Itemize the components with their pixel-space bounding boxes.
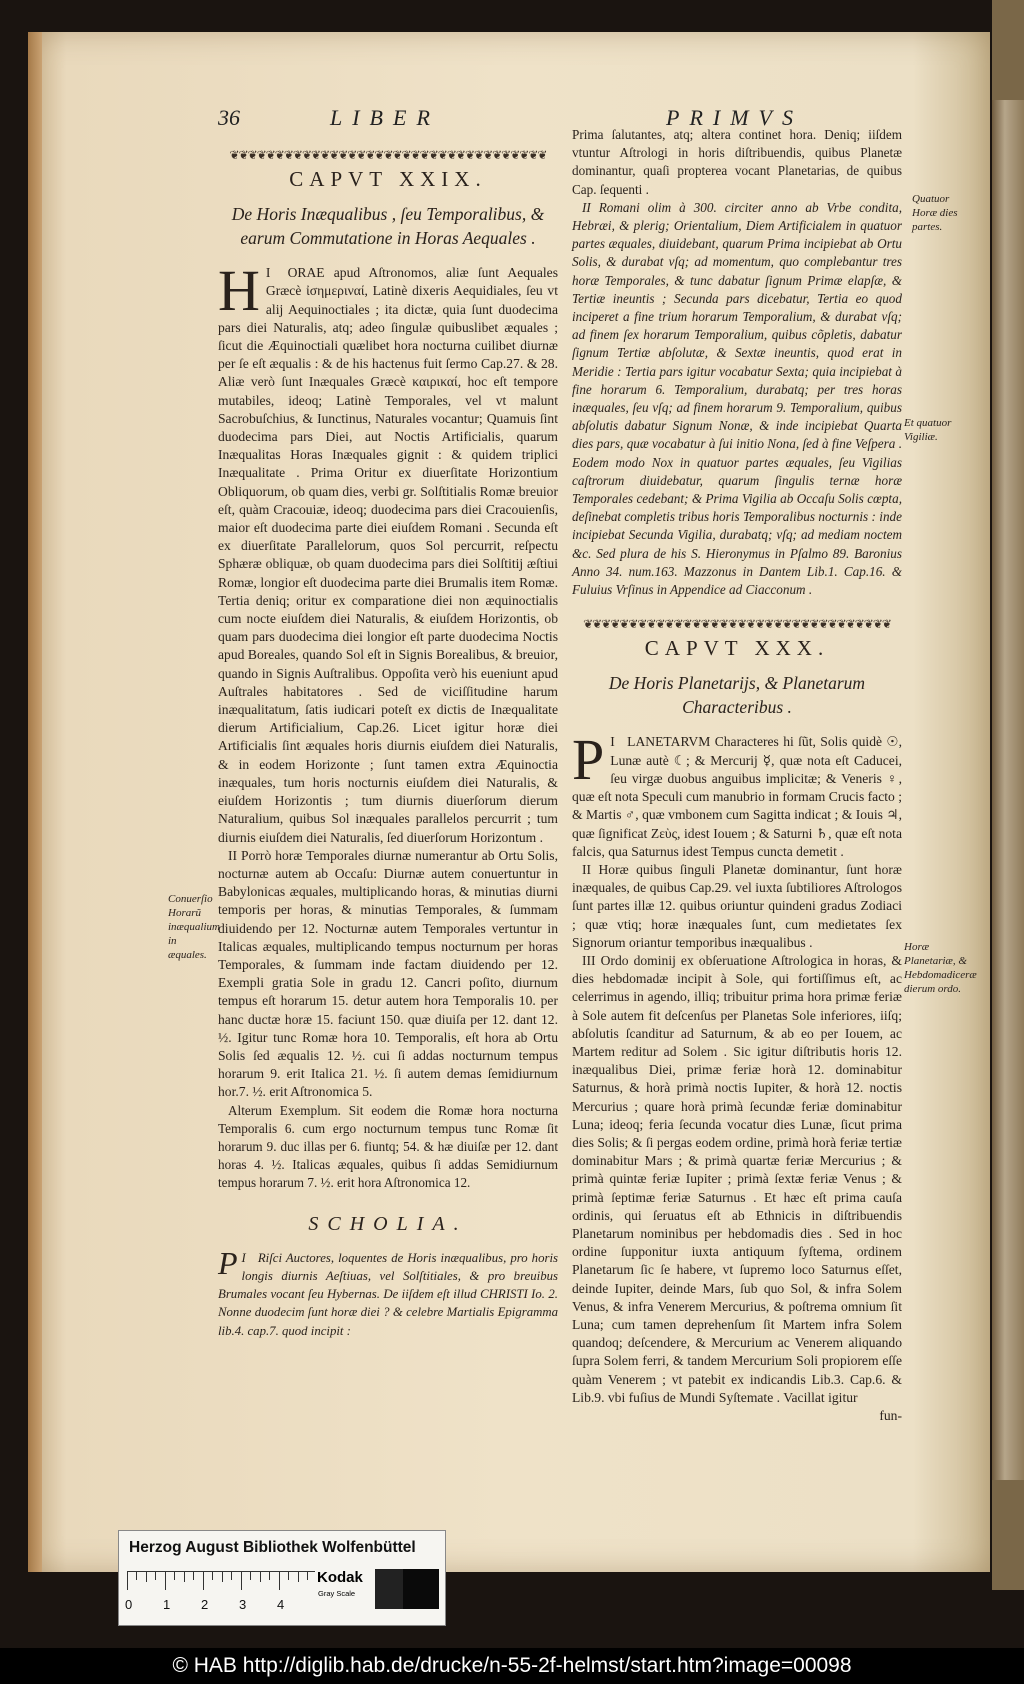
- margin-note-planetary-hours: Horæ Planetariæ, & Hebdomadiceræ dierum ordo.: [904, 941, 977, 995]
- scale-number: 1: [163, 1597, 171, 1612]
- ornament-band: ❦❦❦❦❦❦❦❦❦❦❦❦❦❦❦❦❦❦❦❦❦❦❦❦❦❦❦❦❦❦❦❦❦❦❦: [229, 148, 547, 160]
- paragraph-number: I: [610, 734, 615, 750]
- paragraph-2: II Porrò horæ Temporales diurnæ numerantur ab Ortu Solis, nocturnæ autem ab Occaſu: Diurnæ autem conuertuntur in Babylonicas æquales, multiplicando horas, & minutias diurni temporis per horas, & minutias Temporales, & ſummam diuidendo per 12. Nocturnæ autem Temporales vertuntur in Italicas æquales, multiplicando tempus nocturnum per horas Temporales, & ſummam inde factam diuidendo per 12. Exempli gratia Sole in gradu 12. Cancri poſito, diurnum tempus eſt horarum 15. detur autem hora Temporalis 10. per hanc ductæ horæ 15. faciunt 150. quæ diuiſa per 12. dant 12. ½. Igitur tunc Romæ hora 10. Temporalis, eſt hora ab Ortu Solis ſed æqualis 12. ½. cui ſi addas nocturnum tempus horarum 9. erit Italica 21. ½. ſi autem demas ſemidiurnum hor.7. ½. erit Aſtronomica 5.: [218, 847, 558, 1100]
- chapter-subtitle: De Horis Inæqualibus , ſeu Temporalibus, & earum Commutatione in Horas Aequales .: [231, 204, 545, 249]
- gray-scale-label: Gray Scale: [318, 1589, 356, 1598]
- drop-cap: H: [218, 258, 260, 324]
- kodak-name: Kodak: [317, 1569, 363, 1586]
- gray-patch-black: [403, 1569, 439, 1609]
- page-gutter: [28, 32, 42, 1572]
- left-column: [218, 136, 558, 1340]
- paragraph-1: [218, 258, 558, 847]
- library-color-card: [118, 1530, 446, 1626]
- ornament-band: ❦❦❦❦❦❦❦❦❦❦❦❦❦❦❦❦❦❦❦❦❦❦❦❦❦❦❦❦❦❦❦❦❦❦: [583, 617, 891, 630]
- scale-number: 2: [201, 1597, 209, 1612]
- paragraph-b: II Romani olim à 300. circiter anno ab Vrbe condita, Hebræi, & plerig; Orientalium, Diem Artificialem in quatuor partes æquales, diuidebant, quarum Prima incipiebat ab Ortu Solis, & durabat vſq; ad momentum, quo complebantur tres horæ Temporales, & tunc dabatur ſignum Primæ elapſæ, & Tertiæ ineuntis ; Secunda pars dicebatur, Tertia eo quod inciperet a fine trium horarum Temporalium, & durabat vſq; ad finem ſex horarum Temporalium, quibus cõpletis, dabatur ſignum Tertiæ abſolutæ, & Sextæ ineuntis, quod erat in Meridie : Tertia pars igitur vocabatur Sexta; quia incipiebat à fine horarum 6. Temporalium, durabatq; per tres horas inæquales, ſeu vſq; ad finem horarum 9. Temporalium, quibus abſolutis dabatur Signum Nonæ, & inde incipiebat Quarta dies pars, quæ vocabatur à ſui initio Nona, ſed à fine Veſpera . Eodem modo Nox in quatuor partes æquales, ſeu Vigilias caſtrorum diuidebatur, quarum ſingulis ternæ horæ Temporales cedebant; & Prima Vigilia ab Occaſu Solis cœpta, deſinebat completis tribus horis Temporalibus nocturnis : inde incipiebat Secunda Vigilia, durabatq; vſq; ad mediam noctem &c. Sed plura de his S. Hieronymus in Pſalmo 89. Baronius Anno 34. num.163. Mazzonus in Dantem Lib.1. Cap.16. & Fuluius Vrſinus in Appendice ad Ciacconum .: [572, 199, 902, 598]
- paragraph-2: II Horæ quibus ſinguli Planetæ dominantur, ſunt horæ inæquales, de quibus Cap.29. vel iuxta ſubtiliores Aſtrologos ſunt partes illæ 12. quibus oriuntur quindeni gradus Zodiaci ; quæ vtiq; horæ inæquales ſunt, cum medietates ſex Signorum oriantur temporibus inæqualibus .: [572, 861, 902, 950]
- chapter-subtitle: De Horis Planetarijs, & Planetarum Characteribus .: [608, 673, 866, 718]
- adjacent-page-edge: [992, 0, 1024, 1590]
- scholia-text: Riſci Auctores, loquentes de Horis inæqualibus, pro horis longis diurnis Aeſtiuas, vel Solſtitiales, & pro breuibus Brumales vocant ſeu Hybernas. De iiſdem eſt illud CHRISTI Io. 2. Nonne duodecim ſunt horæ diei ? & celebre Martialis Epigramma lib.4. cap.7. quod incipit :: [218, 1250, 558, 1338]
- paragraph-3: III Ordo dominij ex obſeruatione Aſtrologica in horas, & dies hebdomadæ incipit à Sole, qui fortiſſimus eſt, ac celerrimus in agendo, illiq; tribuitur prima hora primæ feriæ à Sole autem fit deſcenſus per Planetas Sole inferiores, iiſq; abſolutis ſcanditur ad Saturnum, & ab eo per Iouem, ac Martem reditur ad Solem . Sic igitur diſtributis horis 12. inæqualibus Diei, primæ feriæ horà 12. dominabitur Saturnus, & horà primà noctis Iupiter, & horà 12. noctis Mercurius ; quare horà primà ſecundæ feriæ dominabitur Luna; ideoq; feria ſecunda vocatur dies Lunæ, ſicut prima dies Solis; & ſi pergas eodem ordine, primà horà feriæ tertiæ dominabitur Mars ; & primà quartæ feriæ Mercurius ; & primà quintæ feriæ Iupiter ; primà ſextæ feriæ Venus ; & primà ſeptimæ feriæ Saturnus . Et hæc eſt prima cauſa ordinis, qui ſeruatus eſt ab Ethnicis in diſtribuendis Planetarum nominibus per hebdomadis dies . Sed in hoc ordine ſupponitur iuxta antiquum ſyſtema, ordinem Planetarum ſic ſe habere, vt ſupremo loco Saturnus eſſet, deinde Iupiter, deinde Mars, ſub quo Sol, & infra Solem Venus, & infra Venerem Mercurius, & poſtrema omnium ſit Luna; cum tamen deprehenſum ſit Martem infra Solem quandoq; deſcendere, & Mercurium ac Venerem aliquando ſupra Solem ferri, & tandem Mercurium Soli propiorem eſſe quàm Venerem ; vt patebit ex indicandis Lib.3. Cap.6. & Lib.9. vbi fuſius de Mundi Syſtemate . Vacillat igitur: [572, 952, 902, 1405]
- catchword: fun-: [879, 1408, 902, 1423]
- right-column: [572, 126, 902, 1425]
- scale-ruler: [127, 1571, 317, 1594]
- paragraph-1: [572, 727, 902, 860]
- scale-number: 3: [239, 1597, 247, 1612]
- kodak-logo: [315, 1569, 371, 1605]
- paragraph-text: ORAE apud Aſtronomos, aliæ ſunt Aequales Græcè ἰσημεριναί, Latinè dixeris Aequidiales, ſeu vt alij Aequinoctiales ; ita dictæ, quia ſunt duodecima pars diei Naturalis, atq; adeo ſingulæ quibuslibet æquales ; ſicut die Æquinoctiali quælibet hora nocturna cuilibet diurnæ per ſe eſt æqualis : & de his hactenus fuit ſermo Cap.27. & 28. Aliæ verò ſunt Inæquales Græcè καιρικαί, hoc eſt tempore mutabiles, ideoq; Latinè Temporales, vel vt malunt Sacrobuſchius, & Iunctinus, Naturales vocantur; Quamuis ſint duodecima pars Diei, aut Noctis Artificialis, quarum Inæqualitas Horas Inæquales gignit : & quidem triplici Inæqualitate . Prima Oritur ex diuerſitate Horizontium Obliquorum, ob quam dies, verbi gr. Solſtitialis Romæ breuior eſt, quàm Cracouiæ, ideoq; duodecima pars diei Cracouienſis, maior eſt duodecima parte diei eiuſdem Romani . Secunda eſt ex diuerſitate Parallelorum, quos Sol percurrit, reſpectu Sphæræ obliquæ, ob quam duodecima pars diei Solſtitij æſtiui Romæ, longior eſt duodecima parte diei Brumalis item Romæ. Tertia deniq; oritur ex comparatione diei non æquinoctialis cum nocte eiuſdem diei Naturalis, & eiuſdem Horizontis, ob quam pars duodecima diei longior eſt parte duodecima Noctis apud Boreales, quando Sol eſt in Signis Borealibus, & breuior, quando in Signis Auſtralibus. Oppoſita verò his eueniunt apud Auſtrales habitatores . Sed de viciſſitudine harum inæqualitatum, ſatis iudicari poteſt ex dictis de Inæqualitate dierum Artificialium, Cap.26. Licet igitur horæ diei Artificialis ſint æquales horis diurnis eiuſdem diei Naturalis, & in eodem Horizonte ; ſunt tamen extra Æquinoctia inæquales, tum horis nocturnis eiuſdem diei Naturalis, & eiuſdem Horizontis ; tum diurnis diuerſorum dierum Naturalium, quibus Sol inæquales parallelos percurrit ; tum diurnis eiuſdem diei Naturalis, ſed diuerſorum Horizontum .: [218, 265, 558, 845]
- page-number: 36: [218, 105, 240, 130]
- margin-note-hour-parts: Quatuor Horæ dies partes.: [912, 193, 958, 233]
- library-name: Herzog August Bibliothek Wolfenbüttel: [129, 1539, 416, 1556]
- scale-number: 0: [125, 1597, 133, 1612]
- chapter-title: CAPVT XXX.: [644, 636, 830, 661]
- running-head-right: PRIMVS: [666, 105, 803, 130]
- margin-note-vigils: Et quatuor Vigiliæ.: [904, 417, 952, 443]
- margin-note-conversion: Conuerſio Horarũ inæqualium in æquales.: [168, 893, 220, 961]
- paragraph-text: LANETARVM Characteres hi ſũt, Solis quidè ☉, Lunæ autè ☾; & Mercurij ☿, quæ nota eſt Caducei, ſeu virgæ duobus anguibus implicitæ; & Veneris ♀, quæ eſt nota Speculi cum manubrio in formam Crucis facto ; & Martis ♂, quæ vmbonem cum Sagitta indicat ; & Iouis ♃, quæ ſignificat Ζεὺς, idest Iouem ; & Saturni ♄, quæ eſt nota falcis, qua Saturnus idest Tempus cuncta demetit .: [572, 734, 902, 859]
- paragraph-number: I: [265, 265, 271, 281]
- paragraph-a: Prima ſalutantes, atq; altera continet hora. Deniq; iiſdem vtuntur Aſtrologi in horis diſtribuendis, quibus Planetæ dominantur, quaſi propterea vocant Planetarias, de quibus Cap. ſequenti .: [572, 127, 902, 197]
- copyright-footer: © HAB http://diglib.hab.de/drucke/n-55-2f-helmst/start.htm?image=00098: [0, 1648, 1024, 1684]
- running-head-left: LIBER: [330, 105, 440, 130]
- gray-patch-dark: [375, 1569, 403, 1609]
- drop-cap: P: [572, 727, 605, 793]
- scholia-number: I: [241, 1250, 246, 1265]
- scholia-drop-cap: P: [218, 1244, 238, 1281]
- scale-number: 4: [277, 1597, 285, 1612]
- paragraph-3: Alterum Exemplum. Sit eodem die Romæ hora nocturna Temporalis 6. cum ergo nocturnum tempus tunc Romæ ſit horarum 9. duc illas per 6. fiuntq; 54. & hæ diuiſæ per 12. dant horas 4. ½. Italicas æquales, quibus ſi addas Semidiurnum tempus horarum 7. ½. erit hora Aſtronomica 12.: [218, 1102, 558, 1191]
- scholia-paragraph: [218, 1244, 558, 1340]
- scholia-title: SCHOLIA.: [308, 1212, 468, 1235]
- chapter-title: CAPVT XXIX.: [289, 167, 487, 191]
